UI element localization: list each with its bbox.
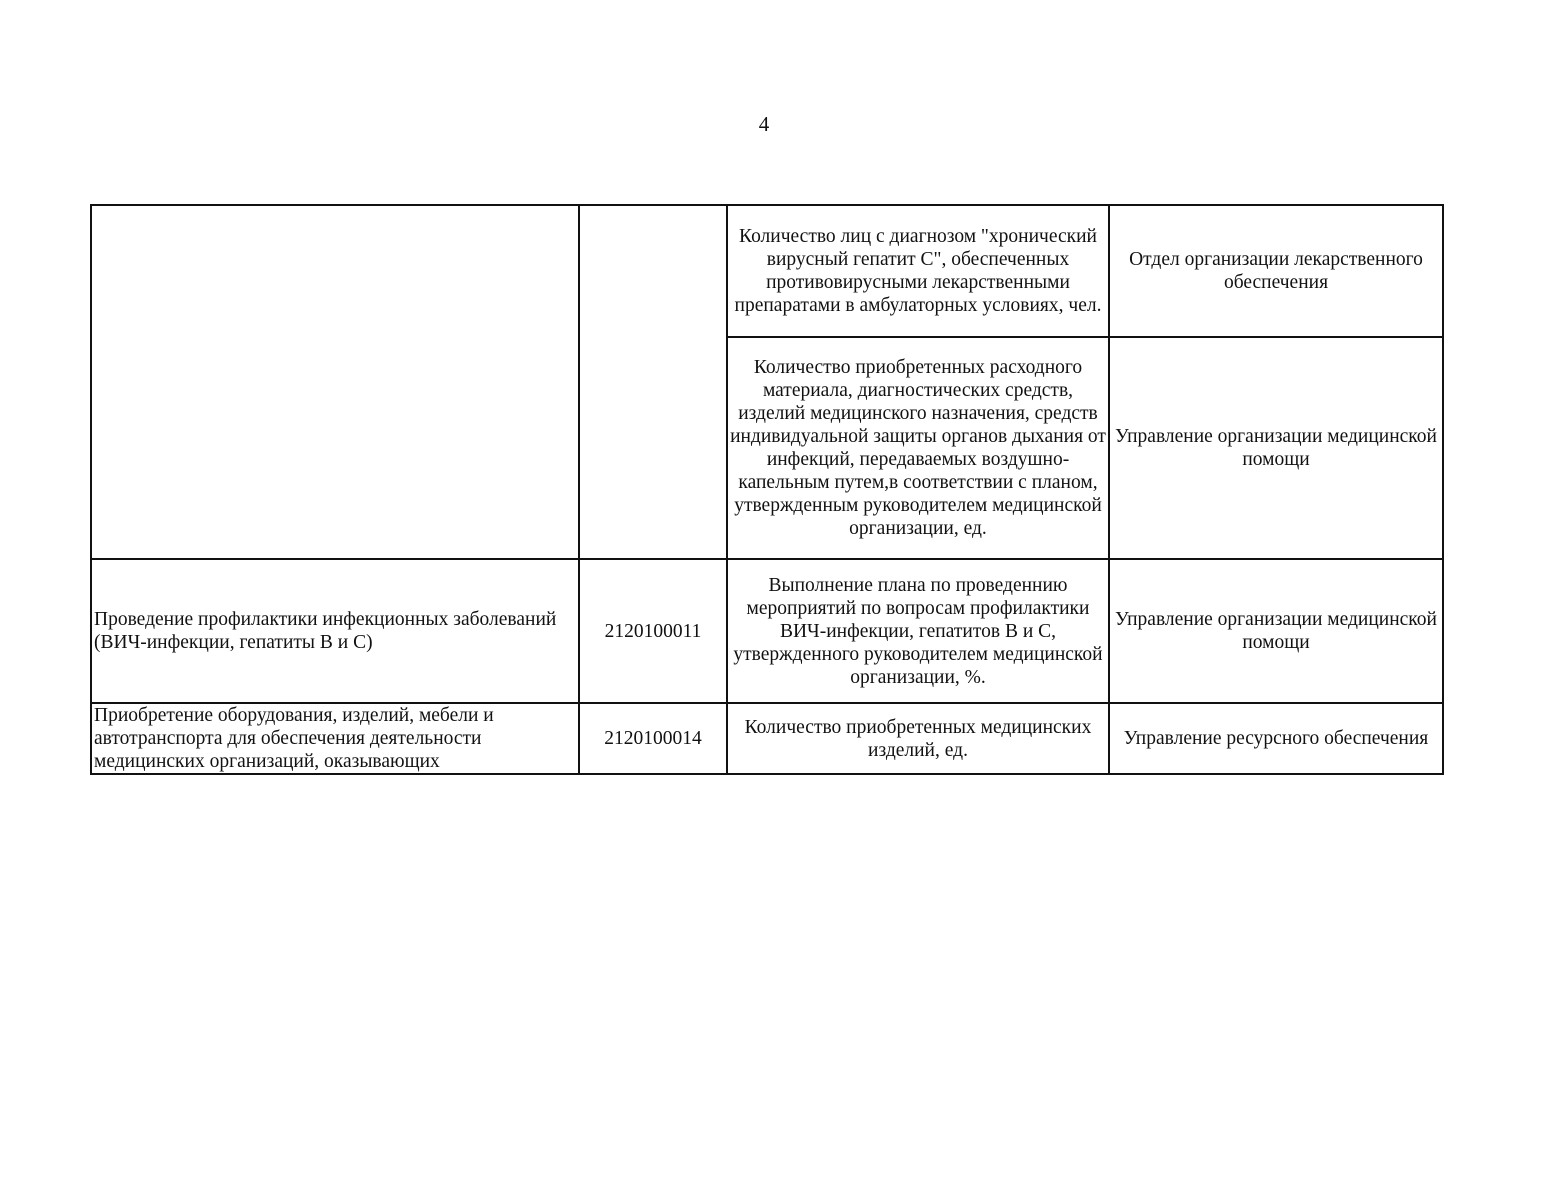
table-row	[91, 703, 1443, 774]
responsible-cell: Управление ресурсного обеспечения	[1109, 703, 1443, 774]
responsible-cell: Управление организации медицинской помощи	[1109, 559, 1443, 703]
event-cell	[91, 205, 579, 559]
indicators-table	[90, 204, 1444, 775]
responsible-cell: Отдел организации лекарственного обеспечения	[1109, 205, 1443, 337]
responsible-cell: Управление организации медицинской помощи	[1109, 337, 1443, 559]
indicator-cell: Выполнение плана по проведеннию мероприятий по вопросам профилактики ВИЧ-инфекции, гепатитов В и С, утвержденного руководителем медицинской организации, %.	[727, 559, 1109, 703]
code-cell	[579, 205, 727, 559]
indicator-cell: Количество приобретенных расходного материала, диагностических средств, изделий медицинского назначения, средств индивидуальной защиты органов дыхания от инфекций, передаваемых воздушно-капельным путем,в соответствии с планом, утвержденным руководителем медицинской организации, ед.	[727, 337, 1109, 559]
code-cell: 2120100011	[579, 559, 727, 703]
table-row	[91, 205, 1443, 337]
page-number: 4	[758, 112, 770, 136]
table-row	[91, 559, 1443, 703]
event-text: Приобретение оборудования, изделий, мебели и автотранспорта для обеспечения деятельности медицинских организаций, оказывающих	[94, 705, 494, 772]
event-cell	[91, 703, 579, 774]
code-cell: 2120100014	[579, 703, 727, 774]
event-cell: Проведение профилактики инфекционных заболеваний (ВИЧ-инфекции, гепатиты В и С)	[91, 559, 579, 703]
indicator-cell: Количество лиц с диагнозом "хронический вирусный гепатит С", обеспеченных противовирусными лекарственными препаратами в амбулаторных условиях, чел.	[727, 205, 1109, 337]
indicator-cell: Количество приобретенных медицинских изделий, ед.	[727, 703, 1109, 774]
